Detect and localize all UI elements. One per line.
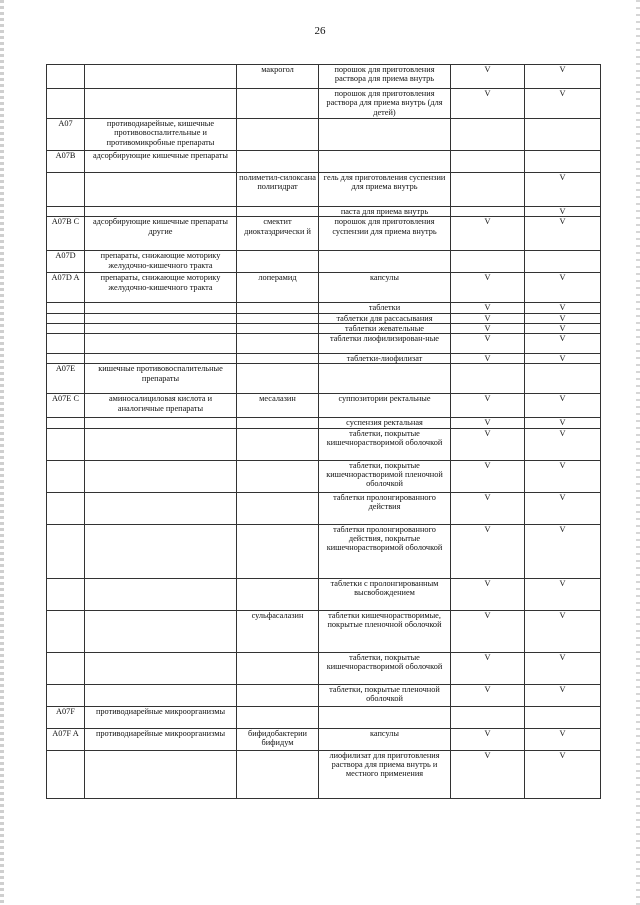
code-cell: [47, 207, 85, 217]
group-cell: препараты, снижающие моторику желудочно-кишечного тракта: [85, 251, 237, 273]
code-cell: [47, 334, 85, 354]
substance-cell: бифидобактерии бифидум: [237, 728, 319, 750]
table-row: [47, 394, 601, 418]
list2-mark: V: [525, 65, 601, 89]
group-cell: [85, 610, 237, 652]
code-cell: A07F A: [47, 728, 85, 750]
group-cell: препараты, снижающие моторику желудочно-кишечного тракта: [85, 273, 237, 303]
substance-cell: [237, 418, 319, 428]
table-row: [47, 119, 601, 151]
list2-mark: V: [525, 418, 601, 428]
list1-mark: V: [451, 610, 525, 652]
table-row: [47, 303, 601, 313]
table-row: [47, 323, 601, 333]
table-row: [47, 207, 601, 217]
form-cell: таблетки, покрытые кишечнорастворимой оболочкой: [319, 652, 451, 684]
group-cell: [85, 578, 237, 610]
group-cell: [85, 65, 237, 89]
list2-mark: V: [525, 273, 601, 303]
group-cell: [85, 652, 237, 684]
list2-mark: V: [525, 524, 601, 578]
substance-cell: макрогол: [237, 65, 319, 89]
list1-mark: V: [451, 684, 525, 706]
group-cell: [85, 313, 237, 323]
group-cell: адсорбирующие кишечные препараты другие: [85, 217, 237, 251]
list1-mark: [451, 251, 525, 273]
group-cell: противодиарейные микроорганизмы: [85, 706, 237, 728]
form-cell: таблетки, покрытые пленочной оболочкой: [319, 684, 451, 706]
list1-mark: V: [451, 323, 525, 333]
form-cell: порошок для приготовления раствора для приема внутрь (для детей): [319, 89, 451, 119]
substance-cell: [237, 684, 319, 706]
list1-mark: V: [451, 89, 525, 119]
table-row: [47, 492, 601, 524]
table-row: [47, 418, 601, 428]
substance-cell: [237, 313, 319, 323]
table-row: [47, 217, 601, 251]
table-row: [47, 334, 601, 354]
group-cell: [85, 207, 237, 217]
list1-mark: V: [451, 460, 525, 492]
list1-mark: V: [451, 418, 525, 428]
list1-mark: V: [451, 354, 525, 364]
code-cell: A07B: [47, 151, 85, 173]
substance-cell: [237, 652, 319, 684]
list1-mark: V: [451, 492, 525, 524]
form-cell: [319, 119, 451, 151]
code-cell: [47, 354, 85, 364]
medicines-table: [46, 64, 601, 799]
form-cell: таблетки-лиофилизат: [319, 354, 451, 364]
code-cell: [47, 460, 85, 492]
scan-edge-right: [636, 0, 640, 905]
code-cell: [47, 428, 85, 460]
table-row: [47, 173, 601, 207]
substance-cell: [237, 207, 319, 217]
substance-cell: [237, 364, 319, 394]
group-cell: [85, 428, 237, 460]
substance-cell: полиметил-силоксана полигидрат: [237, 173, 319, 207]
list2-mark: V: [525, 313, 601, 323]
list2-mark: V: [525, 578, 601, 610]
list1-mark: V: [451, 334, 525, 354]
list1-mark: [451, 706, 525, 728]
list2-mark: V: [525, 303, 601, 313]
form-cell: порошок для приготовления раствора для приема внутрь: [319, 65, 451, 89]
code-cell: A07D A: [47, 273, 85, 303]
substance-cell: [237, 492, 319, 524]
code-cell: [47, 303, 85, 313]
form-cell: таблетки, покрытые кишечнорастворимой пленочной оболочкой: [319, 460, 451, 492]
list1-mark: V: [451, 303, 525, 313]
code-cell: [47, 684, 85, 706]
substance-cell: [237, 750, 319, 798]
group-cell: [85, 354, 237, 364]
substance-cell: [237, 578, 319, 610]
list1-mark: V: [451, 750, 525, 798]
code-cell: A07F: [47, 706, 85, 728]
list1-mark: V: [451, 428, 525, 460]
list2-mark: V: [525, 428, 601, 460]
group-cell: [85, 750, 237, 798]
table-row: [47, 313, 601, 323]
group-cell: [85, 323, 237, 333]
list2-mark: V: [525, 207, 601, 217]
form-cell: гель для приготовления суспензии для приема внутрь: [319, 173, 451, 207]
group-cell: [85, 524, 237, 578]
group-cell: [85, 89, 237, 119]
form-cell: [319, 251, 451, 273]
table-row: [47, 251, 601, 273]
substance-cell: [237, 354, 319, 364]
code-cell: [47, 610, 85, 652]
group-cell: [85, 173, 237, 207]
substance-cell: [237, 460, 319, 492]
substance-cell: сульфасалазин: [237, 610, 319, 652]
list2-mark: [525, 251, 601, 273]
table-row: [47, 273, 601, 303]
code-cell: [47, 65, 85, 89]
substance-cell: смектит диоктаэдрически й: [237, 217, 319, 251]
list2-mark: V: [525, 684, 601, 706]
substance-cell: месалазин: [237, 394, 319, 418]
table-row: [47, 151, 601, 173]
list1-mark: V: [451, 652, 525, 684]
code-cell: [47, 418, 85, 428]
table-row: [47, 364, 601, 394]
form-cell: таблетки пролонгированного действия, покрытые кишечнорастворимой оболочкой: [319, 524, 451, 578]
code-cell: A07E: [47, 364, 85, 394]
table-row: [47, 428, 601, 460]
form-cell: таблетки пролонгированного действия: [319, 492, 451, 524]
table-body: [47, 65, 601, 799]
list2-mark: V: [525, 173, 601, 207]
group-cell: адсорбирующие кишечные препараты: [85, 151, 237, 173]
table-row: [47, 65, 601, 89]
form-cell: таблетки жевательные: [319, 323, 451, 333]
group-cell: противодиарейные микроорганизмы: [85, 728, 237, 750]
list2-mark: [525, 364, 601, 394]
substance-cell: [237, 706, 319, 728]
code-cell: [47, 323, 85, 333]
substance-cell: лоперамид: [237, 273, 319, 303]
list1-mark: V: [451, 313, 525, 323]
code-cell: [47, 578, 85, 610]
list2-mark: V: [525, 354, 601, 364]
form-cell: таблетки, покрытые кишечнорастворимой оболочкой: [319, 428, 451, 460]
list1-mark: V: [451, 65, 525, 89]
list1-mark: V: [451, 217, 525, 251]
list2-mark: V: [525, 334, 601, 354]
form-cell: таблетки: [319, 303, 451, 313]
form-cell: лиофилизат для приготовления раствора для приема внутрь и местного применения: [319, 750, 451, 798]
form-cell: [319, 706, 451, 728]
code-cell: [47, 313, 85, 323]
list1-mark: [451, 173, 525, 207]
list1-mark: [451, 364, 525, 394]
table-row: [47, 706, 601, 728]
page-number: 26: [314, 25, 326, 37]
substance-cell: [237, 151, 319, 173]
list2-mark: [525, 151, 601, 173]
form-cell: таблетки кишечнорастворимые, покрытые пленочной оболочкой: [319, 610, 451, 652]
substance-cell: [237, 323, 319, 333]
list1-mark: V: [451, 524, 525, 578]
form-cell: таблетки лиофилизирован-ные: [319, 334, 451, 354]
code-cell: [47, 173, 85, 207]
table-row: [47, 89, 601, 119]
table-row: [47, 524, 601, 578]
list2-mark: V: [525, 89, 601, 119]
form-cell: капсулы: [319, 273, 451, 303]
scan-edge-left: [0, 0, 4, 905]
group-cell: [85, 418, 237, 428]
substance-cell: [237, 303, 319, 313]
code-cell: [47, 89, 85, 119]
table-row: [47, 610, 601, 652]
form-cell: капсулы: [319, 728, 451, 750]
form-cell: [319, 364, 451, 394]
group-cell: кишечные противовоспалительные препараты: [85, 364, 237, 394]
form-cell: [319, 151, 451, 173]
substance-cell: [237, 251, 319, 273]
group-cell: противодиарейные, кишечные противовоспалительные и противомикробные препараты: [85, 119, 237, 151]
table-row: [47, 684, 601, 706]
table-row: [47, 750, 601, 798]
list2-mark: V: [525, 217, 601, 251]
list2-mark: V: [525, 728, 601, 750]
list2-mark: V: [525, 750, 601, 798]
substance-cell: [237, 524, 319, 578]
code-cell: A07B C: [47, 217, 85, 251]
list2-mark: V: [525, 460, 601, 492]
list1-mark: V: [451, 578, 525, 610]
table-row: [47, 460, 601, 492]
substance-cell: [237, 428, 319, 460]
group-cell: [85, 303, 237, 313]
list1-mark: V: [451, 728, 525, 750]
table-row: [47, 578, 601, 610]
list2-mark: V: [525, 610, 601, 652]
form-cell: таблетки с пролонгированным высвобождением: [319, 578, 451, 610]
code-cell: A07D: [47, 251, 85, 273]
list2-mark: [525, 119, 601, 151]
form-cell: суспензия ректальная: [319, 418, 451, 428]
list2-mark: V: [525, 323, 601, 333]
group-cell: [85, 334, 237, 354]
list2-mark: V: [525, 394, 601, 418]
list1-mark: [451, 207, 525, 217]
form-cell: таблетки для рассасывания: [319, 313, 451, 323]
table-row: [47, 652, 601, 684]
list1-mark: [451, 119, 525, 151]
list2-mark: [525, 706, 601, 728]
form-cell: порошок для приготовления суспензии для приема внутрь: [319, 217, 451, 251]
code-cell: A07E C: [47, 394, 85, 418]
code-cell: [47, 652, 85, 684]
substance-cell: [237, 119, 319, 151]
code-cell: [47, 492, 85, 524]
code-cell: A07: [47, 119, 85, 151]
table-row: [47, 354, 601, 364]
substance-cell: [237, 89, 319, 119]
list2-mark: V: [525, 652, 601, 684]
group-cell: аминосалициловая кислота и аналогичные препараты: [85, 394, 237, 418]
code-cell: [47, 524, 85, 578]
list1-mark: V: [451, 394, 525, 418]
form-cell: суппозитории ректальные: [319, 394, 451, 418]
group-cell: [85, 492, 237, 524]
group-cell: [85, 684, 237, 706]
form-cell: паста для приема внутрь: [319, 207, 451, 217]
list2-mark: V: [525, 492, 601, 524]
substance-cell: [237, 334, 319, 354]
group-cell: [85, 460, 237, 492]
table-row: [47, 728, 601, 750]
code-cell: [47, 750, 85, 798]
list1-mark: V: [451, 273, 525, 303]
list1-mark: [451, 151, 525, 173]
